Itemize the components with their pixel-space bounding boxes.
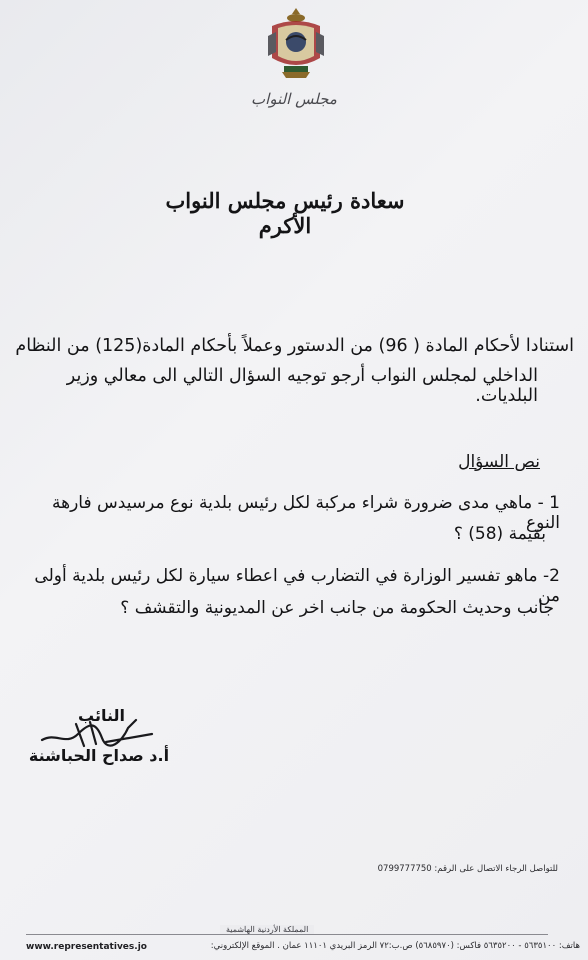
footer-divider — [26, 934, 548, 935]
contact-note: للتواصل الرجاء الاتصال على الرقم: 0799777750 — [377, 864, 558, 874]
question-2-line-2: جانب وحديث الحكومة من جانب اخر عن المديونية والتقشف ؟ — [120, 598, 554, 618]
question-2-line-1: 2- ماهو تفسير الوزارة في التضارب في اعطاء سيارة لكل رئيس بلدية أولى من — [34, 566, 560, 606]
addressee-heading: سعادة رئيس مجلس النواب الأكرم — [165, 188, 405, 238]
website-link[interactable]: www.representatives.jo — [26, 942, 147, 952]
footer-contact-line: هاتف: ٥٦٣٥١٠٠ - ٥٦٣٥٢٠٠ فاكس: (٥٦٨٥٩٧٠) ص.ب:٧٢ الرمز البريدي ١١١٠١ عمان . الموقع الإلكتروني: — [210, 941, 580, 951]
coat-of-arms-icon — [264, 6, 328, 80]
question-1-line-2: بقيمة (58) ؟ — [453, 524, 546, 544]
footer-kingdom-label: المملكة الأردنية الهاشمية — [220, 925, 314, 934]
question-1-line-1: 1 - ماهي مدى ضرورة شراء مركبة لكل رئيس بلدية نوع مرسيدس فارهة النوع — [52, 493, 560, 533]
organization-name: مجلس النواب — [251, 90, 337, 108]
questions-title: نص السؤال — [458, 452, 540, 472]
intro-line-2: الداخلي لمجلس النواب أرجو توجيه السؤال التالي الى معالي وزير البلديات. — [66, 366, 538, 406]
intro-line-1: استنادا لأحكام المادة ( 96) من الدستور وعملاً بأحكام المادة(125) من النظام — [15, 336, 574, 356]
signatory-name: أ.د صداح الحباشنة — [28, 746, 170, 765]
signature-label: النائب — [78, 706, 125, 725]
